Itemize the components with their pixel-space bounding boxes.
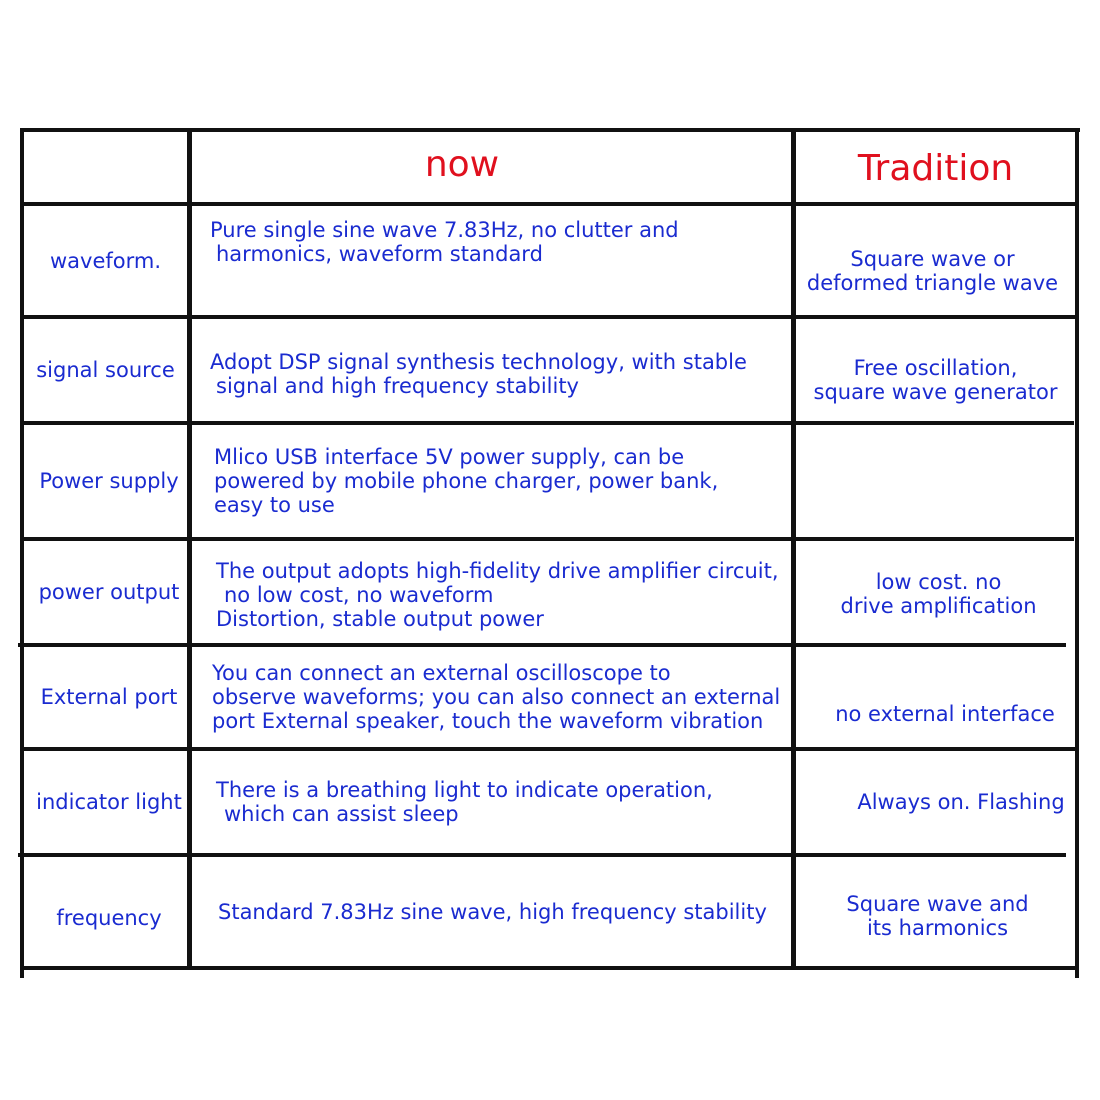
- tradition-line: square wave generator: [813, 380, 1058, 404]
- tradition-line: Square wave or: [850, 246, 1015, 271]
- now-line: Pure single sine wave 7.83Hz, no clutter and: [210, 218, 679, 242]
- tradition-line: no external interface: [835, 701, 1055, 726]
- row-label-power-output: [24, 541, 194, 643]
- row-label-external-port: [24, 647, 194, 747]
- tradition-cell-signal-source: [796, 330, 1075, 430]
- now-line: signal and high frequency stability: [216, 374, 579, 398]
- tradition-line: Square wave and: [846, 891, 1029, 916]
- now-line: harmonics, waveform standard: [216, 242, 543, 266]
- tradition-cell-indicator-light: [836, 751, 1086, 853]
- row-label-waveform: [24, 206, 187, 315]
- tradition-line: low cost. no: [875, 570, 1002, 594]
- row-label-text: indicator light: [36, 790, 182, 814]
- row-label-indicator-light: [24, 751, 194, 853]
- row-label-power-supply: [24, 425, 194, 537]
- now-line: You can connect an external oscilloscope to: [212, 661, 671, 685]
- now-cell-power-supply: [214, 425, 784, 537]
- now-line: Standard 7.83Hz sine wave, high frequency stability: [218, 899, 767, 924]
- now-line: Distortion, stable output power: [216, 607, 544, 631]
- now-line: no low cost, no waveform: [224, 583, 494, 607]
- tradition-line: drive amplification: [840, 594, 1037, 618]
- tradition-cell-power-supply: [796, 425, 1075, 537]
- now-cell-indicator-light: [216, 751, 786, 853]
- tradition-line: deformed triangle wave: [806, 270, 1059, 295]
- now-line: port External speaker, touch the waveform vibration: [212, 709, 764, 733]
- row-label-signal-source: [24, 319, 187, 421]
- now-line: powered by mobile phone charger, power bank,: [214, 469, 719, 493]
- now-cell-signal-source: [210, 319, 785, 429]
- now-line: observe waveforms; you can also connect an external: [212, 685, 781, 709]
- row-label-text: power output: [38, 580, 180, 604]
- now-cell-frequency: [218, 857, 788, 966]
- row-label-text: Power supply: [39, 469, 179, 493]
- now-line: which can assist sleep: [224, 802, 459, 826]
- row-label-text: waveform.: [49, 248, 162, 273]
- row-label-text: frequency: [56, 906, 162, 930]
- header-now: [192, 132, 732, 198]
- row-label-text: signal source: [36, 358, 175, 382]
- header-tradition: [796, 136, 1075, 202]
- tradition-line: Free oscillation,: [853, 356, 1018, 380]
- row-label-text: External port: [40, 685, 178, 709]
- tradition-line: its harmonics: [866, 915, 1009, 940]
- now-line: Mlico USB interface 5V power supply, can be: [214, 445, 685, 469]
- tradition-cell-waveform: [796, 226, 1069, 315]
- now-cell-external-port: [212, 649, 791, 745]
- now-cell-power-output: [216, 547, 791, 643]
- tradition-line: Always on. Flashing: [857, 790, 1065, 814]
- tradition-cell-external-port: [810, 680, 1080, 747]
- now-cell-waveform: [210, 206, 780, 278]
- row-label-frequency: [24, 867, 194, 969]
- header-tradition-label: Tradition: [857, 148, 1014, 189]
- tradition-cell-frequency: [800, 865, 1075, 966]
- now-line: There is a breathing light to indicate operation,: [216, 778, 713, 802]
- now-line: easy to use: [214, 493, 335, 517]
- now-line: Adopt DSP signal synthesis technology, with stable: [210, 350, 747, 374]
- header-now-label: now: [424, 144, 500, 185]
- tradition-cell-power-output: [796, 548, 1081, 640]
- now-line: The output adopts high-fidelity drive amplifier circuit,: [216, 559, 779, 583]
